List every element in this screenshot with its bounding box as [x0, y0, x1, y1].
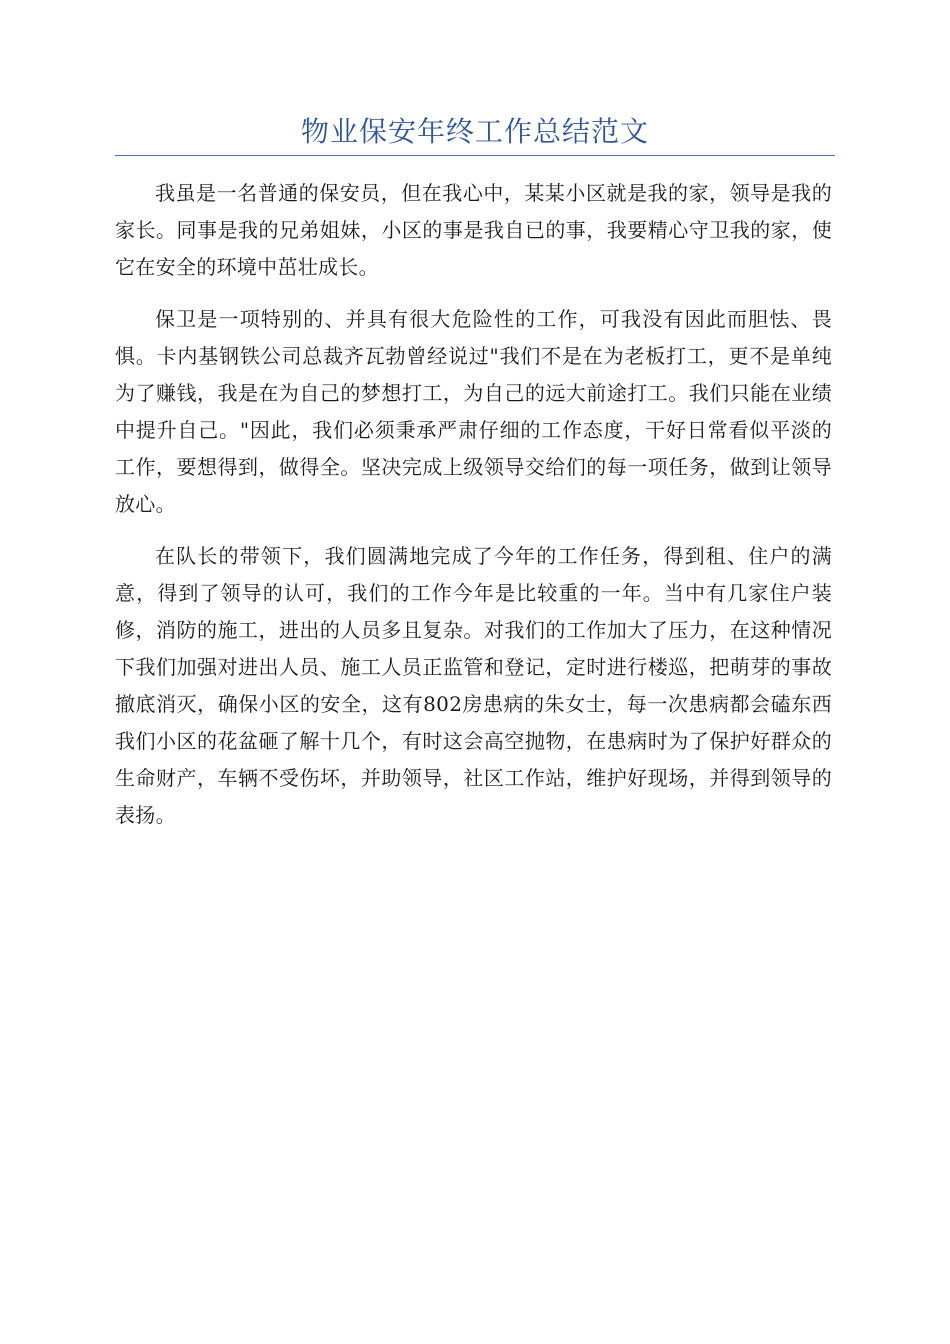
document-title: 物业保安年终工作总结范文 — [300, 115, 649, 148]
paragraph-2: 保卫是一项特别的、并具有很大危险性的工作，可我没有因此而胆怯、畏惧。卡内基钢铁公司总裁齐瓦勃曾经说过"我们不是在为老板打工，更不是单纯为了赚钱，我是在为自己的梦想打工，为自己的远大前途打工。我们只能在业绩中提升自己。"因此，我们必须秉承严肃仔细的工作态度，干好日常看似平淡的工作，要想得到，做得全。坚决完成上级领导交给们的每一项任务，做到让领导放心。 — [115, 307, 832, 516]
title-underline — [115, 155, 835, 156]
paragraph-3: 在队长的带领下，我们圆满地完成了今年的工作任务，得到租、住户的满意，得到了领导的认可，我们的工作今年是比较重的一年。当中有几家住户装修，消防的施工，进出的人员多且复杂。对我们的工作加大了压力，在这种情况下我们加强对进出人员、施工人员正监管和登记，定时进行楼巡，把萌芽的事故撤底消灭，确保小区的安全，这有802房患病的朱女士，每一次患病都会磕东西我们小区的花盆砸了解十几个，有时这会高空抛物，在患病时为了保护好群众的生命财产，车辆不受伤坏，并助领导，社区工作站，维护好现场，并得到领导的表扬。 — [115, 544, 832, 827]
document-body — [115, 175, 832, 849]
paragraph-1: 我虽是一名普通的保安员，但在我心中，某某小区就是我的家，领导是我的家长。同事是我的兄弟姐妹，小区的事是我自已的事，我要精心守卫我的家，使它在安全的环境中茁壮成长。 — [115, 181, 832, 279]
